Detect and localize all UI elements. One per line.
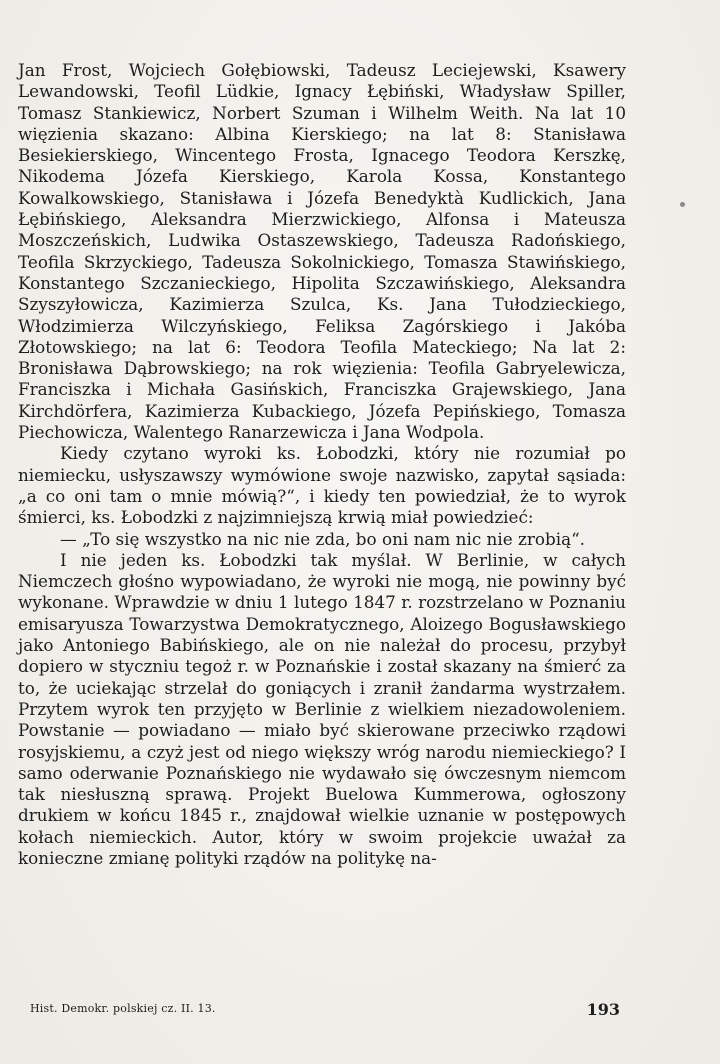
signature-line: Hist. Demokr. polskiej cz. II. 13. [30,1002,216,1015]
paragraph-berlin-reaction: I nie jeden ks. Łobodzki tak myślał. W Berlinie, w całych Niemczech głośno wypowiadano, że wyroki nie mogą, nie powinny być wykonane. Wprawdzie w dniu 1 lutego 1847 r. rozstrzelano w Poznaniu emisaryusza Towarzystwa Demokratycznego, Aloizego Bogusławskiego jako Antoniego Babińskiego, ale on nie należał do procesu, przybył dopiero w styczniu tegoż r. w Poznańskie i został skazany na śmierć za to, że uciekając strzelał do goniących i zranił żandarma wystrzałem. Przytem wyrok ten przyjęto w Berlinie z wielkiem niezadowoleniem. Powstanie — powiadano — miało być skierowane przeciwko rządowi rosyjskiemu, a czyż jest od niego większy wróg narodu niemieckiego? I samo oderwanie Poznańskiego nie wydawało się ówczesnym niemcom tak niesłuszną sprawą. Projekt Buelowa Kummerowa, ogłoszony drukiem w końcu 1845 r., znajdował wielkie uznanie w postępowych kołach niemieckich. Autor, który w swoim projekcie uważał za konieczne zmianę polityki rządów na politykę na- [18,549,626,868]
page-body [18,60,626,869]
page-footer [30,1000,620,1030]
paragraph-quotation: — „To się wszystko na nic nie zda, bo oni nam nic nie zrobią“. [60,528,585,549]
paragraph-lobodzki-anecdote: Kiedy czytano wyroki ks. Łobodzki, który nie rozumiał po niemiecku, usłyszawszy wymówione swoje nazwisko, zapytał sąsiada: „a co oni tam o mnie mówią?“, i kiedy ten powiedział, że to wyrok śmierci, ks. Łobodzki z najzimniejszą krwią miał powiedzieć: [18,443,626,528]
paragraph-sentence-list: Jan Frost, Wojciech Gołębiowski, Tadeusz Leciejewski, Ksawery Lewandowski, Teofil Lüdkie, Ignacy Łębiński, Władysław Spiller, Tomasz Stankiewicz, Norbert Szuman i Wilhelm Weith. Na lat 10 więzienia skazano: Albina Kierskiego; na lat 8: Stanisława Besiekierskiego, Wincentego Frosta, Ignacego Teodora Kerszkę, Nikodema Józefa Kierskiego, Karola Kossa, Konstantego Kowalkowskiego, Stanisława i Józefa Benedyktà Kudlickich, Jana Łębińskiego, Aleksandra Mierzwickiego, Alfonsa i Mateusza Moszczeńskich, Ludwika Ostaszewskiego, Tadeusza Radońskiego, Teofila Skrzyckiego, Tadeusza Sokolnickiego, Tomasza Stawińskiego, Konstantego Szczanieckiego, Hipolita Szczawińskiego, Aleksandra Szyszyłowicza, Kazimierza Szulca, Ks. Jana Tułodzieckiego, Włodzimierza Wilczyńskiego, Feliksa Zagórskiego i Jakóba Złotowskiego; na lat 6: Teodora Teofila Mateckiego; Na lat 2: Bronisława Dąbrowskiego; na rok więzienia: Teofila Gabryelewicza, Franciszka i Michała Gasińskich, Franciszka Grajewskiego, Jana Kirchdörfera, Kazimierza Kubackiego, Józefa Pepińskiego, Tomasza Piechowicza, Walentego Ranarzewicza i Jana Wodpola. [18,60,626,443]
page-number: 193 [586,1000,620,1019]
paper-speck [680,202,685,207]
